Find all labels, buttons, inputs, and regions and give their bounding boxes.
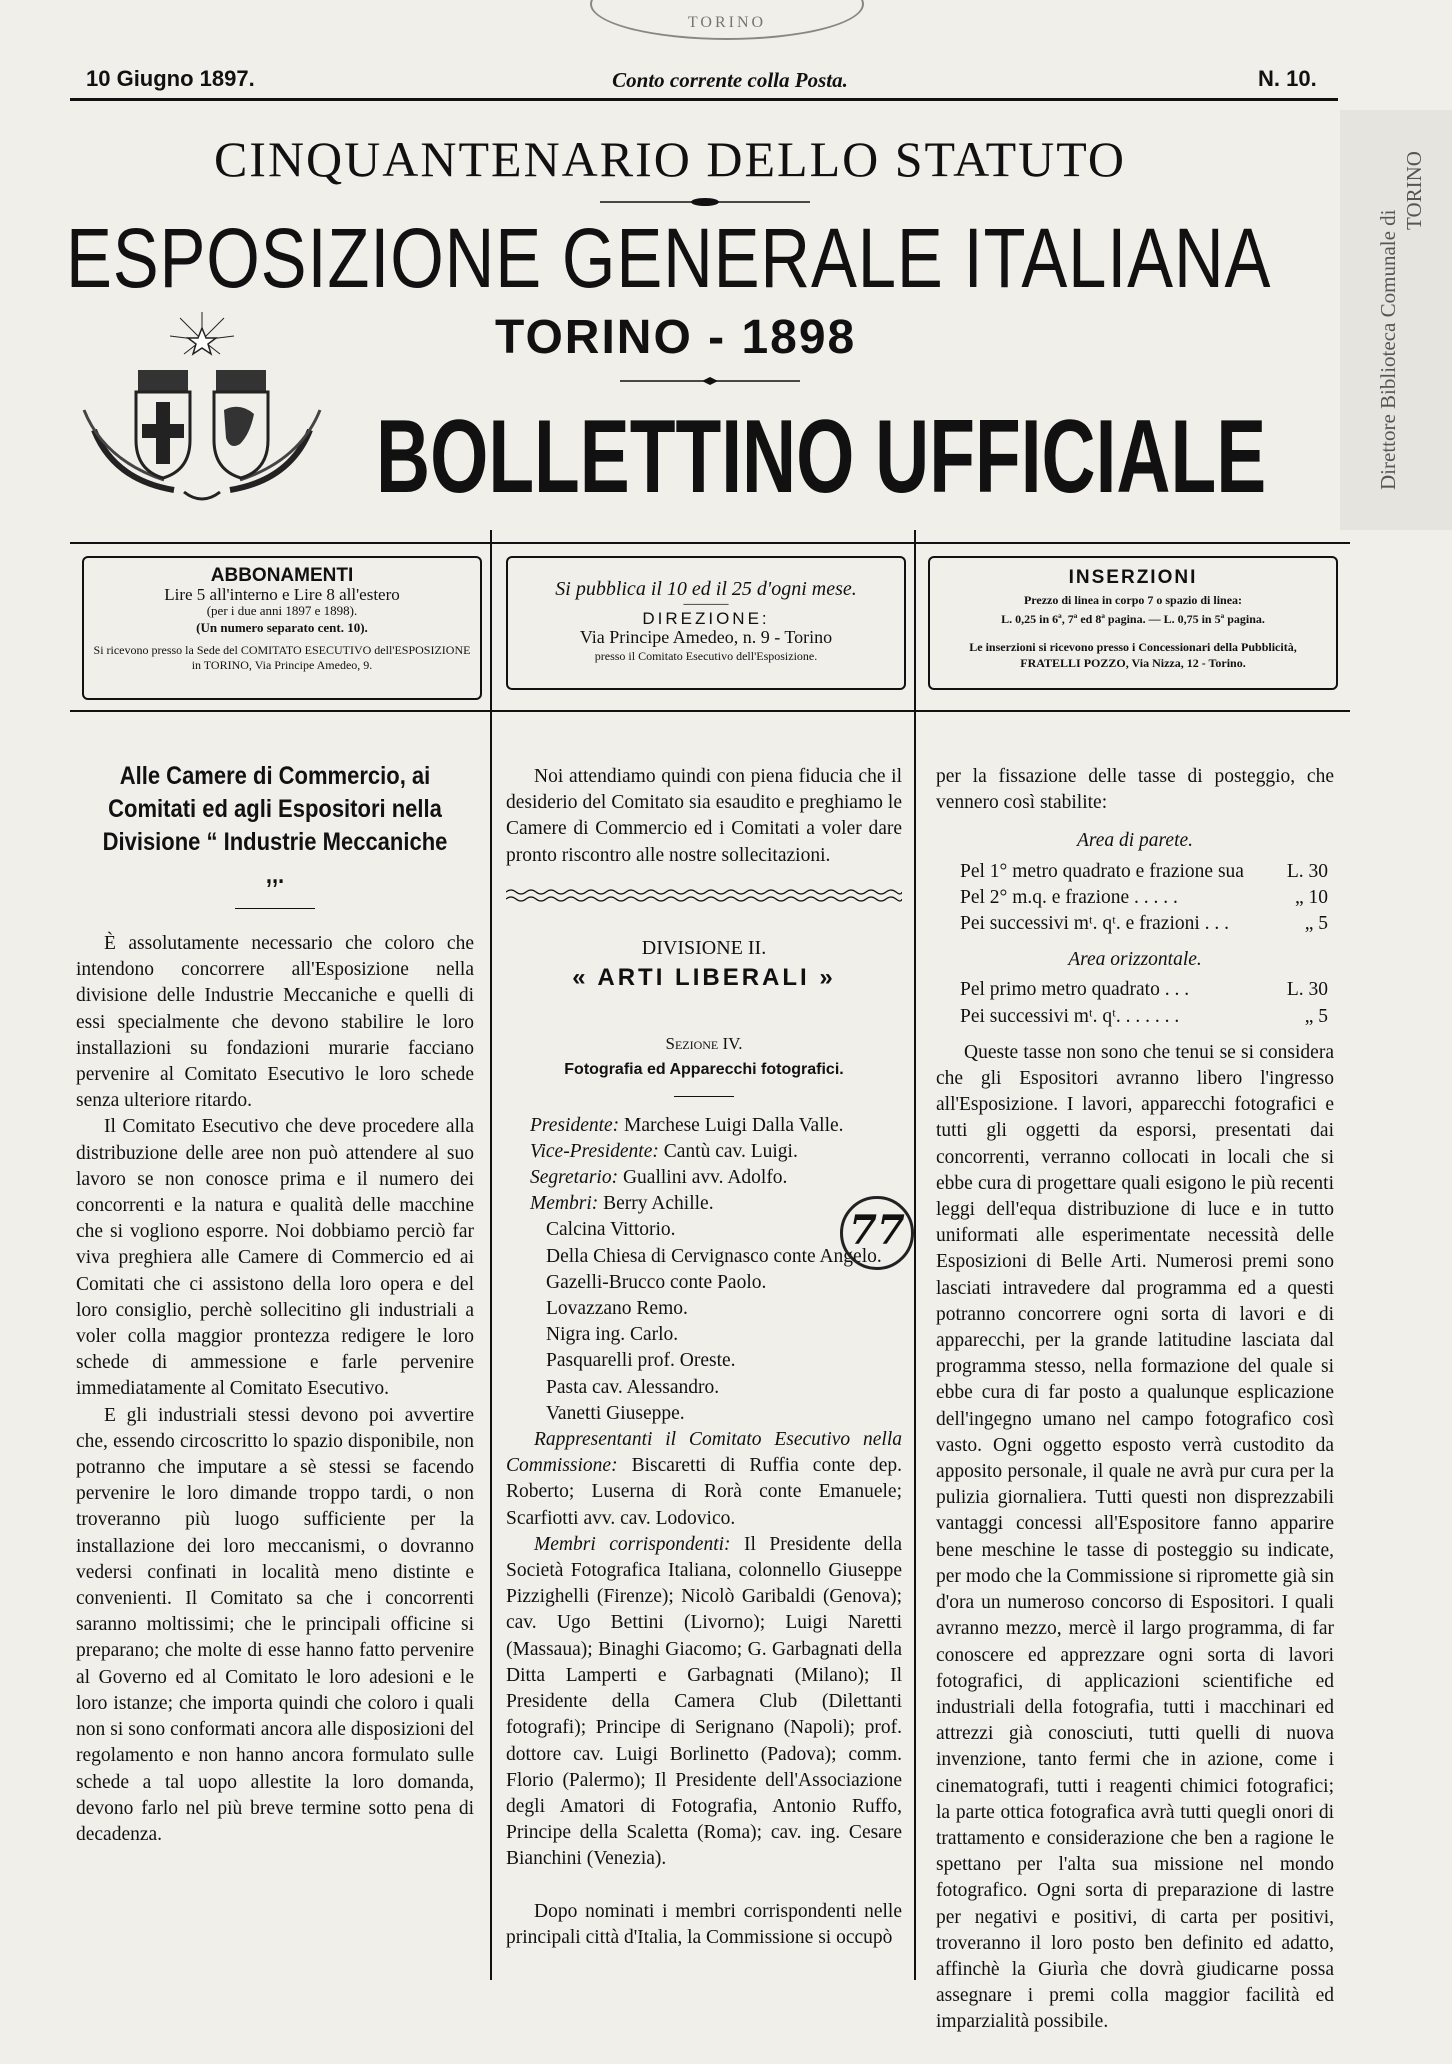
masthead-line2: ESPOSIZIONE GENERALE ITALIANA: [66, 211, 1272, 305]
col1-headline-rule: [235, 908, 315, 909]
tariff-row: [960, 977, 1328, 1003]
masthead-line3: TORINO - 1898: [495, 311, 857, 364]
advertising-box: [928, 556, 1338, 690]
tariff-row: [960, 911, 1328, 937]
tariff-label: Pel 1° metro quadrato e frazione sua: [960, 860, 1244, 882]
direction-note: presso il Comitato Esecutivo dell'Esposizione.: [594, 649, 818, 663]
member-item: Pasquarelli prof. Oreste.: [546, 1350, 736, 1372]
issue-number: N. 10.: [1258, 66, 1317, 91]
masthead-line1: CINQUANTENARIO DELLO STATUTO: [213, 131, 1127, 187]
correspondents-text: Il Presidente della Società Fotografica Italiana, colonnello Giuseppe Pizzighelli (Firenze); Nicolò Garibaldi (Genova); cav. Ugo Bettini (Livorno); Luigi Naretti (Massaua); Binaghi Giacomo; G. Garbagnati della Ditta Lamperti e Garbagnati (Milano); Il Presidente della Camera Club (Dilettanti fotografi); Principe di Serignano (Napoli); prof. dottore cav. Luigi Borlinetto (Padova); comm. Florio (Palermo); Il Presidente dell'Associazione degli Amatori di Fotografia, Antonio Ruffo, Principe della Scaletta (Roma); cav. ing. Cesare Bianchini (Venezia).: [506, 1533, 903, 1870]
column-2: [506, 764, 902, 1951]
member-item: Gazelli-Brucco conte Paolo.: [546, 1271, 767, 1293]
subscriptions-price: Lire 5 all'interno e Lire 8 all'estero: [164, 585, 400, 604]
library-label-line2: TORINO: [1402, 151, 1426, 230]
column-rule-1: [490, 720, 492, 1980]
boxes-divider-1: [490, 530, 492, 720]
advertising-price-line2: L. 0,25 in 6ª, 7ª ed 8ª pagina. — L. 0,75 in 5ª pagina.: [1001, 612, 1265, 626]
role-vice-president: [506, 1139, 902, 1165]
subscriptions-box: [82, 556, 482, 700]
handwritten-number: 77: [849, 1207, 905, 1254]
division-title: DIVISIONE II.: [641, 936, 767, 959]
horizontal-tariffs: [936, 973, 1334, 1029]
tariff-row: [960, 1004, 1328, 1030]
tariff-label: Pei successivi mᵗ. qᵗ. . . . . . .: [960, 1005, 1180, 1027]
postal-stamp-text: TORINO: [687, 14, 767, 31]
coat-of-arms-emblem: [74, 310, 330, 510]
tariff-value: „ 5: [1304, 1005, 1328, 1027]
col1-paragraph-3: E gli industriali stessi devono poi avvertire che, essendo circoscritto lo spazio disponibile, non potranno che imputare a sè stessi se facendo pervenire le loro dimande troppo tardi, o non troveranno più luogo sufficiente per la installazione dei loro meccanismi, o dovranno vedersi confinati in località meno distinte e convenienti. Il Comitato sa che i concorrenti saranno moltissimi; che le principali officine si preparano; che molte di esse hanno fatto pervenire al Governo ed al Comitato le loro adesioni e le loro istanze; che importa quindi che coloro i quali non si sono conformati ancora alle disposizioni del regolamento e non hanno ancora formulato sulle schede a tal uopo allestite la loro domanda, devono farlo nel più breve termine sotto pena di decadenza.: [76, 1404, 474, 1845]
role-members-label: Membri:: [530, 1193, 599, 1215]
member-item: Calcina Vittorio.: [546, 1219, 676, 1241]
tariff-row: [960, 885, 1328, 911]
section-title-rule: [674, 1096, 734, 1097]
role-president: [506, 1113, 902, 1139]
role-vice-president-value: Cantù cav. Luigi.: [663, 1140, 798, 1162]
tariff-label: Pei successivi mᵗ. qᵗ. e frazioni . . .: [960, 913, 1230, 935]
member-item: Pasta cav. Alessandro.: [546, 1376, 720, 1398]
postal-note: Conto corrente colla Posta.: [612, 68, 848, 92]
header-rule: [70, 98, 1338, 101]
member-item: Lovazzano Remo.: [546, 1298, 688, 1320]
area-horizontal-heading: Area orizzontale.: [1068, 949, 1202, 971]
subscriptions-period: (per i due anni 1897 e 1898).: [206, 603, 358, 618]
boxes-top-rule: [70, 542, 1350, 544]
tariff-value: „ 5: [1304, 913, 1328, 935]
boxes-divider-2: [914, 530, 916, 720]
subscriptions-title: ABBONAMENTI: [210, 565, 354, 586]
member-item: Della Chiesa di Cervignasco conte Angelo.: [546, 1245, 882, 1267]
issue-date: 10 Giugno 1897.: [86, 66, 255, 91]
tariff-row: [960, 859, 1328, 885]
library-label-line1: Direttore Biblioteca Comunale di: [1376, 209, 1400, 490]
column-3: [936, 764, 1334, 2036]
col3-body: Queste tasse non sono che tenui se si considera che gli Espositori avranno libero l'ingresso all'Esposizione. I lavori, apparecchi fotografici e tutti gli oggetti da esporsi, presentati dai concorrenti, verranno collocati in locali che si ebbe cura di progettare quali esigono le più recenti leggi dell'equa distribuzione di luce e in tutto uniformati alle esperimentate necessità delle Esposizioni di Belle Arti. Numerosi premi sono lasciati intravedere dal programma ed a questi potranno concorrere ogni sorta di lavori e di apparecchi, per la grande latitudine lasciata dal programma stesso, nella formazione del quale si ebbe cura di far posto a qualunque esplicazione dell'ingegno umano nel campo fotografico così vasto. Ogni oggetto esposto verrà custodito da apposito personale, il quale ne avrà pur cura per la pulizia giornaliera. Tutti questi non disprezzabili vantaggi concessi all'Espositore fanno apparire bene meschine le tasse di posteggio su indicate, per modo che la Commissione si ripromette già sin d'ora un numeroso concorso di Espositori. I quali avranno mezzo, mercè il largo programma, di far conoscere ed apprezzare ogni sorta di lavori fotografici, di applicazioni scientifiche ed industriali della fotografia, tutti i macchinari ed attrezzi già conosciuti, tutti quelli di nuova invenzione, tanto fermi che in azione, come i cinematografi, tutti i reagenti chimici fotografici; la parte ottica fotografica avrà tutti quegli onori di trattamento e considerazione che ben a ragione le spettano per l'alta sua missione nel mondo fotografico. Ogni sorta di preparazione di lastre per negativi e positivi, di carta per positivi, troveranno il loro posto ben definito ed adatto, affinchè la Giurìa che dovrà giudicarne possa assegnare i premi colla maggior facilità ed imparzialità possibile.: [936, 1041, 1334, 2033]
area-wall-heading: Area di parete.: [1076, 830, 1194, 852]
representatives-label: Rappresentanti il Comitato Esecutivo nella Commissione:: [506, 1429, 902, 1477]
section-title: Fotografia ed Apparecchi fotografici.: [564, 1061, 844, 1079]
section-label: Sezione IV.: [665, 1034, 743, 1054]
tariff-value: „ 10: [1294, 886, 1328, 908]
col1-paragraph-1: È assolutamente necessario che coloro che intendono concorrere all'Esposizione nella divisione delle Industrie Meccaniche e quelli di essi specialmente che devono stabilire le loro installazioni su fondazioni murarie facciano pervenire al Comitato Esecutivo le loro schede senza ulteriore ritardo.: [76, 933, 474, 1112]
tariff-label: Pel 2° m.q. e frazione . . . . .: [960, 886, 1178, 908]
col2-intro: Noi attendiamo quindi con piena fiducia che il desiderio del Comitato sia esaudito e preghiamo le Camere di Commercio ed i Comitati a voler dare pronto riscontro alle nostre sollecitazioni.: [506, 766, 902, 866]
direction-address: Via Principe Amedeo, n. 9 - Torino: [579, 627, 833, 647]
column-1: [76, 760, 474, 1848]
role-secretary-value: Guallini avv. Adolfo.: [622, 1167, 788, 1189]
postal-stamp: [590, 0, 864, 40]
role-president-value: Marchese Luigi Dalla Valle.: [624, 1114, 844, 1136]
col3-intro: per la fissazione delle tasse di posteggio, che vennero così stabilite:: [936, 766, 1334, 814]
direction-title: DIREZIONE:: [642, 609, 770, 628]
publication-frequency: Si pubblica il 10 ed il 25 d'ogni mese.: [555, 578, 857, 600]
col2-wavy-divider: [506, 887, 902, 903]
col2-representatives: [506, 1427, 902, 1532]
col2-correspondents: [506, 1532, 902, 1873]
representatives-text: Biscaretti di Ruffia conte dep. Roberto; Luserna di Rorà conte Emanuele; Scarfiotti avv. cav. Lodovico.: [506, 1455, 903, 1529]
correspondents-label: Membri corrispondenti:: [534, 1533, 731, 1555]
division-subtitle: « ARTI LIBERALI »: [572, 964, 836, 992]
col1-headline: Alle Camere di Commercio, ai Comitati ed agli Espositori nella Divisione “ Industrie Meccaniche ,,.: [102, 762, 448, 889]
tariff-value: L. 30: [1286, 979, 1328, 1001]
tariff-value: L. 30: [1286, 860, 1328, 882]
tariff-label: Pel primo metro quadrato . . .: [960, 979, 1190, 1001]
role-president-label: Presidente:: [530, 1114, 620, 1136]
wall-tariffs: [936, 855, 1334, 938]
subscriptions-single: (Un numero separato cent. 10).: [196, 620, 368, 635]
column-rule-2: [914, 720, 916, 1980]
member-item: Nigra ing. Carlo.: [546, 1324, 679, 1346]
subscriptions-note: Si ricevono presso la Sede del COMITATO ESECUTIVO dell'ESPOSIZIONE in TORINO, Via Principe Amedeo, 9.: [93, 643, 471, 672]
masthead-ornament-2: [620, 376, 800, 386]
col1-paragraph-2: Il Comitato Esecutivo che deve procedere alla distribuzione delle aree non può attendere al suo lavoro se non conosce prima e il numero dei concorrenti e la natura e qualità delle macchine che si vogliono esporre. Noi dobbiamo perciò far viva preghiera alle Camere di Commercio ed ai Comitati che ci assistono della loro opera e del loro consiglio, perchè sollecitino gli industriali a voler colla maggior prontezza redigere le loro schede di ammessione e farle pervenire immediatamente al Comitato Esecutivo.: [76, 1116, 474, 1400]
advertising-note: Le inserzioni si ricevono presso i Concessionari della Pubblicità, FRATELLI POZZO, Via Nizza, 12 - Torino.: [969, 640, 1297, 670]
role-secretary-label: Segretario:: [530, 1167, 619, 1189]
masthead-ornament-1: [600, 196, 810, 208]
masthead-line4: BOLLETTINO UFFICIALE: [376, 399, 1267, 515]
handwritten-number-stamp: [840, 1196, 914, 1270]
boxes-bottom-rule: [70, 710, 1350, 712]
advertising-title: INSERZIONI: [1068, 567, 1198, 588]
publication-divider: ———: [683, 596, 729, 612]
col2-closing: Dopo nominati i membri corrispondenti nelle principali città d'Italia, la Commissione si occupò: [506, 1900, 902, 1948]
role-vice-president-label: Vice-Presidente:: [530, 1140, 659, 1162]
publication-box: [506, 556, 906, 690]
role-secretary: [506, 1165, 902, 1191]
member-item: Vanetti Giuseppe.: [546, 1402, 685, 1424]
role-members-value: Berry Achille.: [603, 1193, 714, 1215]
advertising-price-line1: Prezzo di linea in corpo 7 o spazio di linea:: [1023, 593, 1243, 607]
